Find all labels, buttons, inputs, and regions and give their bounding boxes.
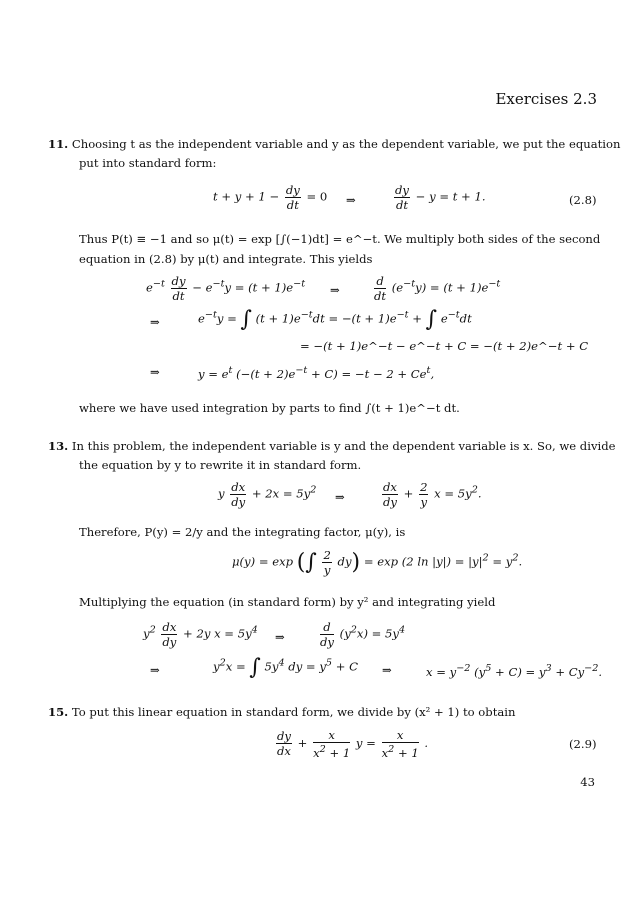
- equation-11-a-left: $e^{-t}$ $\frac{dy}{dt}$ − $e^{-t}y = (t + 1)e^{-t}$: [146, 274, 306, 303]
- equation-13-c-arrow: ⇒: [275, 630, 285, 644]
- equation-13-d-arrow2: ⇒: [382, 663, 392, 677]
- equation-2-8-right: $\frac{dy}{dt}$ − y = t + 1.: [395, 183, 486, 212]
- problem-number-13: 13.: [48, 439, 69, 453]
- equation-13-d-mid: $y^2x$ = ∫ $5y^4$ dy = $y^5 + C$: [213, 655, 359, 680]
- problem-13-line4: Multiplying the equation (in standard form) by y² and integrating yield: [79, 595, 496, 609]
- equation-2-8-left: t + y + 1 − $\frac{dy}{dt}$ = 0: [213, 183, 328, 212]
- equation-number-2-8: (2.8): [569, 193, 597, 207]
- equation-11-a-right: $\frac{d}{dt}$ $(e^{-t}y) = (t + 1)e^{-t}$: [374, 274, 501, 303]
- problem-11-line1: 11. Choosing t as the independent variable and y as the dependent variable, we put the equation: [48, 137, 621, 151]
- problem-13-line2: the equation by y to rewrite it in standard form.: [79, 458, 362, 472]
- equation-13-a-right: $\frac{dx}{dy}$ + $\frac{2}{y}$ $x = 5y^2$.: [382, 480, 482, 509]
- problem-number-15: 15.: [48, 705, 69, 719]
- section-header: Exercises 2.3: [495, 90, 597, 108]
- equation-13-c-left: $y^2$ $\frac{dx}{dy}$ + 2y $x = 5y^4$: [143, 620, 258, 649]
- equation-11-d: $y = e^t$ $(-(t + 2)e^{-t} + C) = -t - 2 + Ce^t$,: [198, 365, 435, 381]
- problem-11-line5: where we have used integration by parts to find ∫(t + 1)e^−t dt.: [79, 401, 460, 415]
- equation-11-b-arrow: ⇒: [150, 315, 160, 329]
- problem-11-line4: equation in (2.8) by μ(t) and integrate. This yields: [79, 252, 373, 266]
- problem-15-line1: 15. To put this linear equation in standard form, we divide by (x² + 1) to obtain: [48, 705, 516, 719]
- equation-number-2-9: (2.9): [569, 737, 597, 751]
- equation-11-a-arrow: ⇒: [330, 283, 340, 297]
- equation-13-c-right: $\frac{d}{dy}$ $(y^2x) = 5y^4$: [320, 620, 406, 649]
- problem-13-line1: 13. In this problem, the independent variable is y and the dependent variable is x. So, we divide: [48, 439, 616, 453]
- equation-11-d-arrow: ⇒: [150, 365, 160, 379]
- equation-2-9: $\frac{dy}{dx}$ + $\frac{x}{x^2 + 1}$ y = $\frac{x}{x^2 + 1}$ .: [277, 728, 429, 760]
- equation-13-a-left: y $\frac{dx}{dy}$ + $2x = 5y^2$: [218, 480, 317, 509]
- problem-number-11: 11.: [48, 137, 69, 151]
- problem-11-line3: Thus P(t) ≡ −1 and so μ(t) = exp [∫(−1)dt] = e^−t. We multiply both sides of the second: [79, 232, 601, 246]
- equation-11-c: = −(t + 1)e^−t − e^−t + C = −(t + 2)e^−t + C: [300, 339, 589, 353]
- problem-13-line3: Therefore, P(y) = 2/y and the integrating factor, μ(y), is: [79, 525, 406, 539]
- equation-2-8-arrow: ⇒: [346, 193, 356, 207]
- equation-13-d-arrow: ⇒: [150, 663, 160, 677]
- equation-11-b: $e^{-t}y$ = ∫ $(t + 1)e^{-t}dt = -(t + 1)e^{-t}$ + ∫ $e^{-t}dt$: [198, 307, 472, 332]
- page-number: 43: [580, 775, 595, 789]
- equation-13-b: μ(y) = exp (∫ $\frac{2}{y}$ dy) = exp (2 $\ln |y|) = |y|^2 = y^2$.: [232, 548, 523, 577]
- equation-13-d-right: $x = y^{-2}$ $(y^5 + C) = y^3 + Cy^{-2}$.: [426, 663, 603, 679]
- problem-11-line2: put into standard form:: [79, 156, 217, 170]
- equation-13-a-arrow: ⇒: [335, 490, 345, 504]
